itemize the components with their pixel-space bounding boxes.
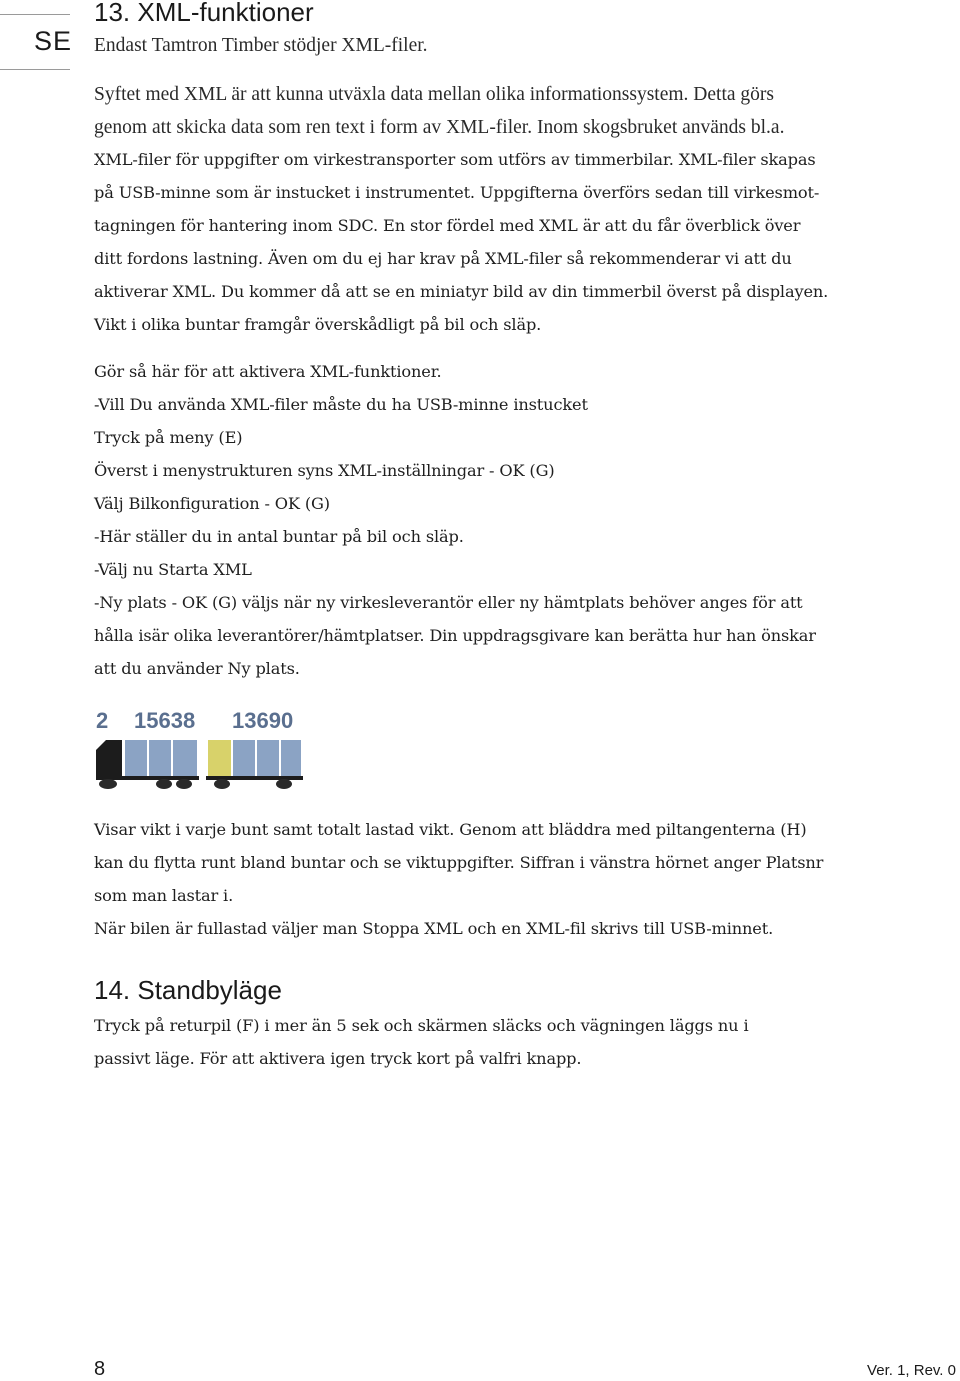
truck-weight: 15638 <box>134 708 196 733</box>
wheel-icon <box>99 779 117 789</box>
trailer-weight: 13690 <box>232 708 294 733</box>
wheel-icon <box>276 779 292 789</box>
trailer-bundle-selected <box>208 740 231 778</box>
intro-line: Vikt i olika buntar framgår överskådligt på bil och släp. <box>94 315 542 334</box>
explanation-line: kan du flytta runt bland buntar och se viktuppgifter. Siffran i vänstra hörnet anger Platsnr <box>94 853 824 872</box>
trailer-bundle <box>281 740 301 778</box>
standby-line: passivt läge. För att aktivera igen tryck kort på valfri knapp. <box>94 1049 582 1068</box>
step-line: Välj Bilkonfiguration - OK (G) <box>94 494 330 513</box>
wheel-icon <box>176 779 192 789</box>
activation-steps <box>94 355 816 685</box>
wheel-icon <box>156 779 172 789</box>
version-label: Ver. 1, Rev. 0 <box>867 1362 956 1379</box>
intro-paragraph-part-a <box>94 78 784 144</box>
page-number: 8 <box>94 1358 106 1380</box>
trailer-bundle <box>257 740 279 778</box>
intro-line: på USB-minne som är instucket i instrumentet. Uppgifterna överförs sedan till virkesmot- <box>94 183 820 202</box>
language-tab <box>0 14 73 70</box>
standby-line: Tryck på returpil (F) i mer än 5 sek och skärmen släcks och vägningen läggs nu i <box>94 1016 749 1035</box>
section-13-title: 13. XML-funktioner <box>94 0 314 27</box>
step-line: Tryck på meny (E) <box>94 428 243 447</box>
step-line: Överst i menystrukturen syns XML-inställningar - OK (G) <box>94 461 555 480</box>
explanation-line: Visar vikt i varje bunt samt totalt lastad vikt. Genom att bläddra med piltangenterna (H) <box>94 820 807 839</box>
intro-line: genom att skicka data som ren text i form av XML-filer. Inom skogsbruket används bl.a. <box>94 117 785 138</box>
truck-bundle <box>125 740 147 778</box>
language-label: SE <box>34 26 73 56</box>
section-13-subtitle: Endast Tamtron Timber stödjer XML-filer. <box>94 35 428 56</box>
wheel-icon <box>214 779 230 789</box>
intro-line: aktiverar XML. Du kommer då att se en miniatyr bild av din timmerbil överst på displayen. <box>94 282 829 301</box>
intro-line: ditt fordons lastning. Även om du ej har krav på XML-filer så rekommenderar vi att du <box>94 249 792 268</box>
explanation-line: När bilen är fullastad väljer man Stoppa XML och en XML-fil skrivs till USB-minnet. <box>94 919 774 938</box>
intro-line: Syftet med XML är att kunna utväxla data mellan olika informationssystem. Detta görs <box>94 84 774 105</box>
step-line: att du använder Ny plats. <box>94 659 300 678</box>
section-14-title: 14. Standbyläge <box>94 975 282 1005</box>
truck-bundle <box>173 740 197 778</box>
truck-display-illustration <box>94 704 326 790</box>
display-explanation <box>94 813 823 945</box>
place-number: 2 <box>96 708 109 733</box>
truck-cab <box>96 740 122 776</box>
step-line: -Ny plats - OK (G) väljs när ny virkesleverantör eller ny hämtplats behöver anges för att <box>94 593 803 612</box>
intro-line: tagningen för hantering inom SDC. En stor fördel med XML är att du får överblick över <box>94 216 801 235</box>
step-line: hålla isär olika leverantörer/hämtplatser. Din uppdragsgivare kan berätta hur han önskar <box>94 626 816 645</box>
step-line: -Vill Du använda XML-filer måste du ha USB-minne instucket <box>94 395 588 414</box>
truck-bundle <box>149 740 171 778</box>
step-line: -Här ställer du in antal buntar på bil och släp. <box>94 527 464 546</box>
standby-paragraph <box>94 1009 748 1075</box>
intro-line: XML-filer för uppgifter om virkestransporter som utförs av timmerbilar. XML-filer skapas <box>94 150 816 169</box>
explanation-line: som man lastar i. <box>94 886 234 905</box>
trailer-bundle <box>233 740 255 778</box>
intro-paragraph-part-b <box>94 143 828 341</box>
step-line: -Välj nu Starta XML <box>94 560 252 579</box>
step-line: Gör så här för att aktivera XML-funktioner. <box>94 362 442 381</box>
